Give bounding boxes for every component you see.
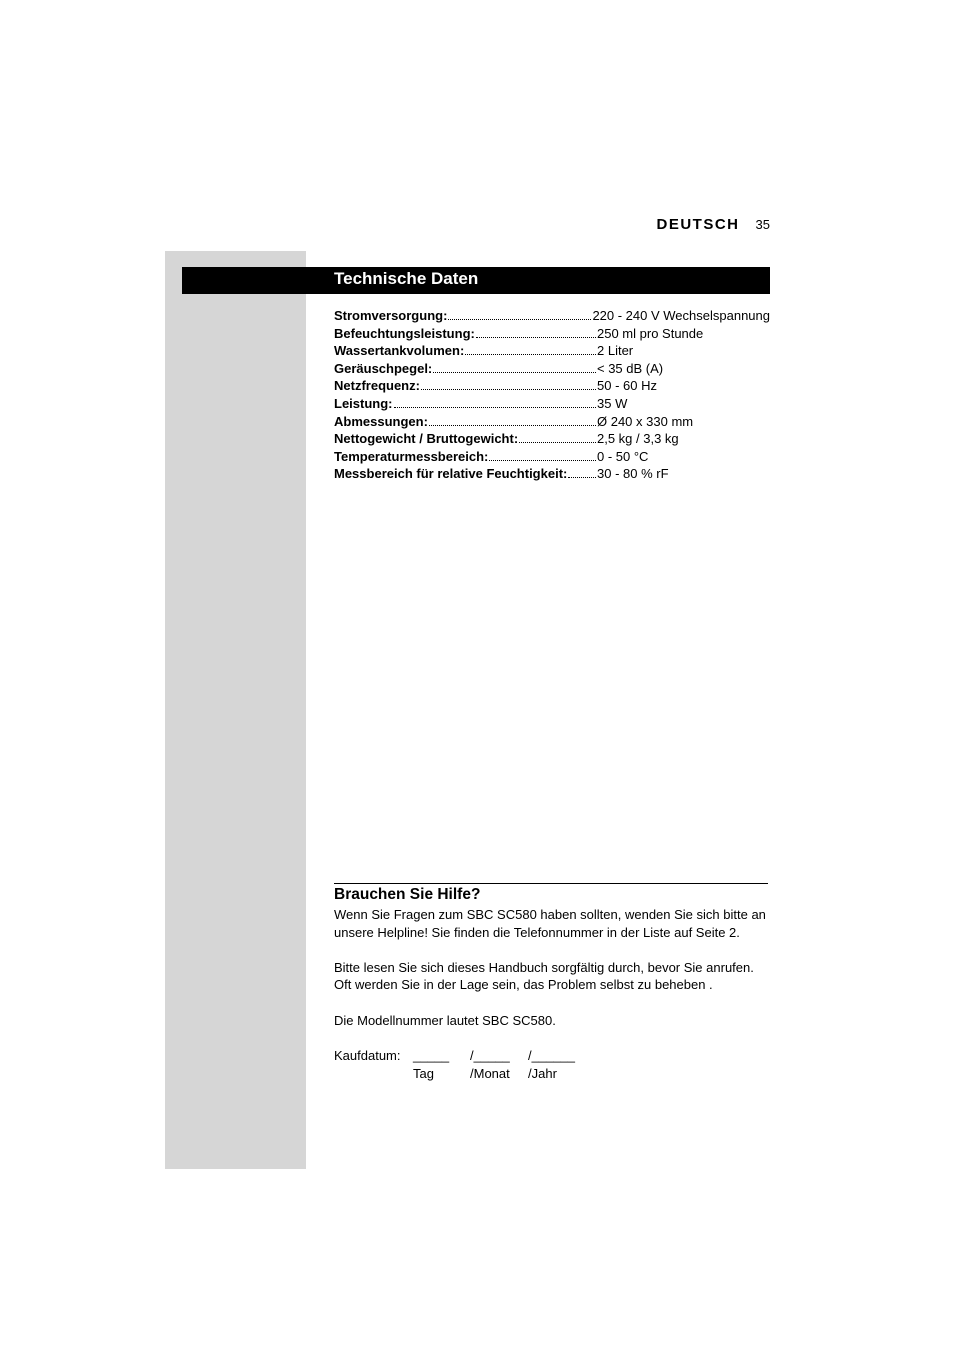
- spec-value: 0 - 50 °C: [597, 448, 649, 464]
- dot-leader: [519, 442, 596, 443]
- year-blank: /______: [528, 1048, 575, 1063]
- spec-value: 35 W: [597, 395, 628, 411]
- spec-label: Geräuschpegel:: [334, 360, 433, 376]
- help-line: Oft werden Sie in der Lage sein, das Problem selbst zu beheben .: [334, 977, 713, 993]
- help-divider: [334, 883, 768, 884]
- purchase-date-row: [334, 1047, 575, 1065]
- dot-leader: [489, 460, 596, 461]
- dot-leader: [421, 389, 596, 390]
- spec-list: [334, 307, 770, 483]
- page-header: [657, 216, 770, 233]
- dot-leader: [429, 425, 596, 426]
- page-number: 35: [755, 217, 770, 232]
- language-label: DEUTSCH: [656, 216, 740, 233]
- spec-value: 2,5 kg / 3,3 kg: [597, 431, 679, 447]
- month-caption: /Monat: [470, 1065, 510, 1081]
- spec-row: [334, 395, 770, 413]
- spec-row: [334, 360, 770, 378]
- help-line: Bitte lesen Sie sich dieses Handbuch sorgfältig durch, bevor Sie anrufen.: [334, 959, 754, 975]
- spec-value: 220 - 240 V Wechselspannung: [592, 308, 770, 323]
- spec-label: Nettogewicht / Bruttogewicht:: [334, 431, 519, 447]
- spec-row: [334, 342, 770, 360]
- day-caption: Tag: [413, 1065, 434, 1081]
- spec-label: Temperaturmessbereich:: [334, 448, 489, 464]
- spec-label: Wassertankvolumen:: [334, 343, 465, 359]
- help-paragraph: [334, 1012, 774, 1030]
- help-body: [334, 906, 774, 1047]
- spec-label: Messbereich für relative Feuchtigkeit:: [334, 466, 568, 482]
- spec-label: Leistung:: [334, 395, 393, 411]
- help-paragraph: [334, 906, 774, 941]
- section-title: Technische Daten: [334, 269, 479, 288]
- dot-leader: [433, 372, 596, 373]
- spec-row: [334, 448, 770, 466]
- spec-value: < 35 dB (A): [597, 360, 664, 376]
- spec-row: [334, 413, 770, 431]
- spec-row: [334, 325, 770, 343]
- dot-leader: [568, 477, 596, 478]
- spec-value: 30 - 80 % rF: [597, 466, 669, 482]
- spec-value: 250 ml pro Stunde: [597, 325, 704, 341]
- purchase-date-captions: [334, 1065, 575, 1083]
- help-line: Die Modellnummer lautet SBC SC580.: [334, 1012, 556, 1028]
- dot-leader: [394, 407, 597, 408]
- year-caption: /Jahr: [528, 1065, 557, 1081]
- spec-row: [334, 465, 770, 483]
- purchase-date: [334, 1047, 575, 1082]
- spec-label: Abmessungen:: [334, 413, 428, 429]
- help-heading: Brauchen Sie Hilfe?: [334, 886, 481, 903]
- spec-row: [334, 377, 770, 395]
- spec-row: [334, 307, 770, 325]
- spec-row: [334, 430, 770, 448]
- day-blank: _____: [413, 1048, 450, 1063]
- month-blank: /_____: [470, 1048, 510, 1063]
- margin-gray-bar: [165, 251, 306, 1169]
- spec-value: Ø 240 x 330 mm: [597, 413, 694, 429]
- dot-leader: [476, 337, 596, 338]
- help-paragraph: [334, 959, 774, 994]
- spec-label: Netzfrequenz:: [334, 378, 420, 394]
- spec-label: Stromversorgung:: [334, 308, 448, 323]
- dot-leader: [465, 354, 596, 355]
- dot-leader: [448, 319, 591, 320]
- spec-label: Befeuchtungsleistung:: [334, 325, 475, 341]
- help-line: Wenn Sie Fragen zum SBC SC580 haben sollten, wenden Sie sich bitte an: [334, 907, 766, 922]
- purchase-date-label: Kaufdatum:: [334, 1048, 401, 1063]
- spec-value: 50 - 60 Hz: [597, 378, 657, 394]
- spec-value: 2 Liter: [597, 343, 634, 359]
- help-line: unsere Helpline! Sie finden die Telefonnummer in der Liste auf Seite 2.: [334, 924, 740, 940]
